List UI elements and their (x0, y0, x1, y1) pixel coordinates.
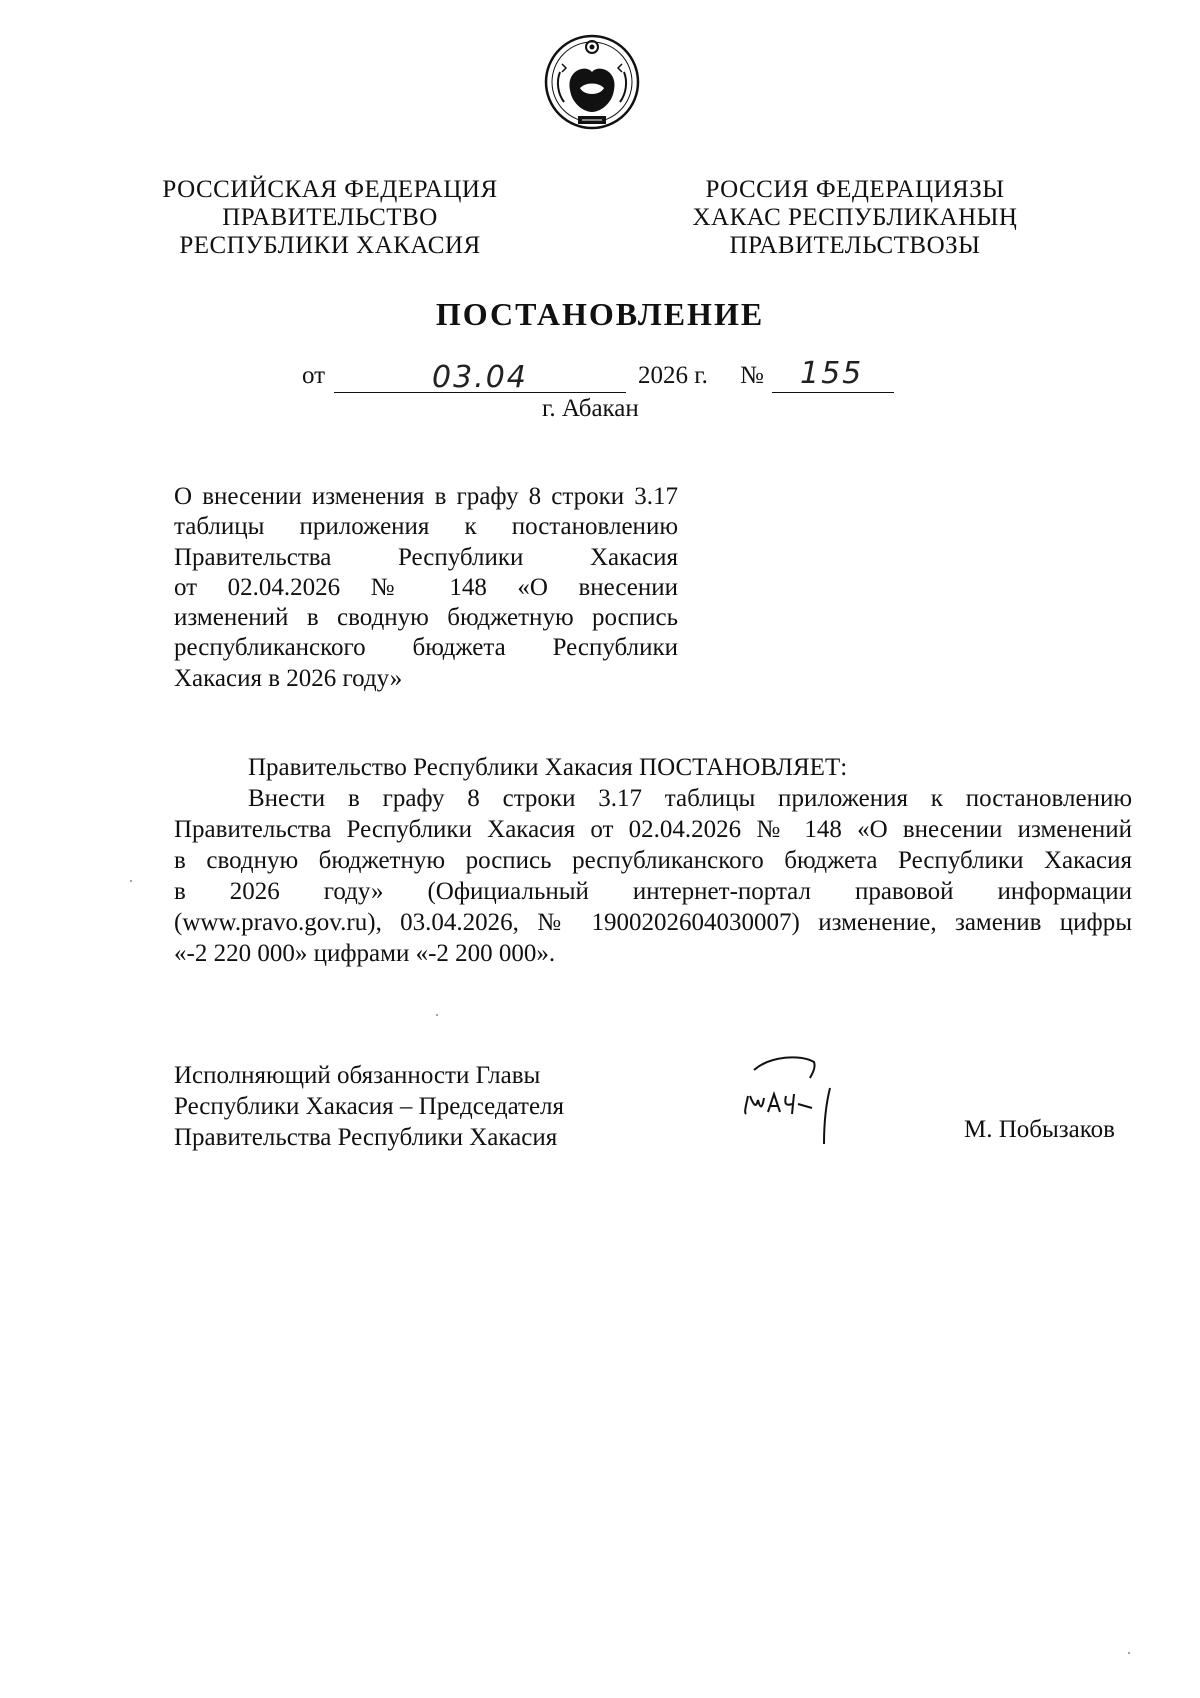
position-line: Правительства Республики Хакасия (174, 1124, 558, 1151)
position-line: Исполняющий обязанности Главы (174, 1062, 541, 1089)
body-line: (www.pravo.gov.ru), 03.04.2026, № 1900202604030007) изменение, заменив цифры (174, 909, 1132, 936)
body-line: в 2026 году» (Официальный интернет-портал правовой информации (174, 878, 1132, 905)
subject-line: Хакасия в 2026 году» (174, 664, 403, 692)
header-right-line-2: ХАКАС РЕСПУБЛИКАНЫҢ (692, 204, 1018, 231)
body-preamble: Правительство Республики Хакасия ПОСТАНОВЛЯЕТ: (248, 754, 848, 781)
year-label: 2026 г. (638, 362, 708, 389)
header-left-block (150, 176, 510, 260)
subject-line: таблицы приложения к постановлению (174, 513, 678, 541)
body-line: Правительства Республики Хакасия от 02.04.2026 № 148 «О внесении изменений (174, 816, 1132, 843)
subject-line: О внесении изменения в графу 8 строки 3.17 (174, 483, 678, 510)
signer-name: М. Побызаков (964, 1116, 1115, 1143)
handwritten-number: 155 (800, 356, 864, 391)
body-line: Внести в графу 8 строки 3.17 таблицы приложения к постановлению (248, 785, 1132, 812)
handwritten-date: 03.04 (432, 360, 528, 395)
number-label: № (740, 362, 764, 389)
scan-speck (130, 880, 132, 882)
header-right-line-1: РОССИЯ ФЕДЕРАЦИЯЗЫ (705, 176, 1005, 203)
header-left-line-3: РЕСПУБЛИКИ ХАКАСИЯ (179, 232, 481, 259)
scan-speck (436, 1014, 438, 1016)
city-label: г. Абакан (542, 395, 639, 422)
header-right-block (690, 176, 1020, 260)
date-from-label: от (302, 362, 326, 389)
document-title: ПОСТАНОВЛЕНИЕ (435, 296, 765, 332)
signatory-position (174, 1060, 564, 1153)
subject-line: Правительства Республики Хакасия (174, 543, 678, 571)
subject-line: республиканского бюджета Республики (174, 634, 678, 662)
header-left-line-2: ПРАВИТЕЛЬСТВО (222, 204, 438, 231)
position-line: Республики Хакасия – Председателя (174, 1093, 565, 1120)
coat-of-arms-emblem (542, 32, 642, 142)
subject-line: изменений в сводную бюджетную роспись (174, 604, 678, 632)
body-line: «-2 220 000» цифрами «-2 200 000». (174, 940, 556, 967)
document-body (174, 752, 1132, 969)
header-right-line-3: ПРАВИТЕЛЬСТВОЗЫ (729, 232, 981, 259)
document-subject (174, 482, 678, 694)
scan-speck (1128, 1652, 1130, 1654)
body-line: в сводную бюджетную роспись республиканского бюджета Республики Хакасия (174, 847, 1132, 874)
number-underline (772, 392, 894, 393)
handwritten-signature (720, 1048, 870, 1168)
subject-line: от 02.04.2026 № 148 «О внесении (174, 573, 678, 601)
header-left-line-1: РОССИЙСКАЯ ФЕДЕРАЦИЯ (162, 176, 498, 203)
